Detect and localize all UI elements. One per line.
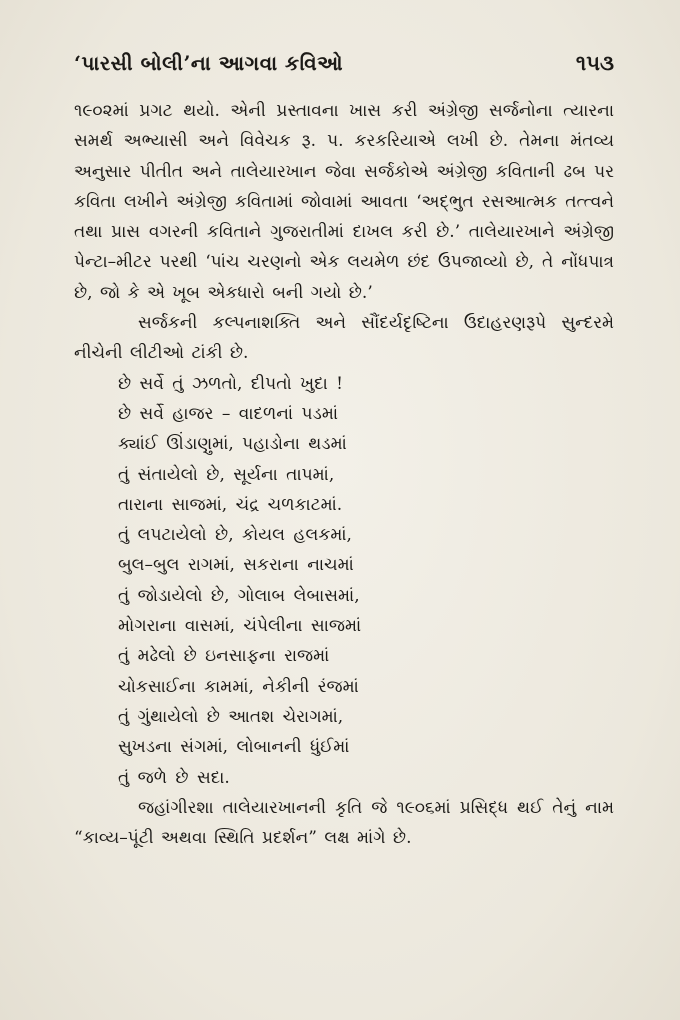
poem-line: ચોકસાઈના કામમાં, નેકીની રંજમાં xyxy=(118,676,359,697)
page-header xyxy=(74,46,614,80)
paragraph-2: સર્જકની કલ્પનાશક્તિ અને સૌંદર્યદૃષ્ટિના ઉદાહરણરૂપે સુન્દરમે નીચેની લીટીઓ ટાંકી છે. xyxy=(74,313,614,364)
poem-line: તું લપટાયેલો છે, કોયલ હલકમાં, xyxy=(118,525,352,546)
poem-line: છે સર્વે હાજર – વાદળનાં પડમાં xyxy=(118,403,339,424)
poem-line: તું જોડાયેલો છે, ગોલાબ લેબાસમાં, xyxy=(118,585,360,606)
poem-line: તું જળે છે સદા. xyxy=(118,767,230,788)
poem-line: બુલ–બુલ રાગમાં, સકરાના નાચમાં xyxy=(118,555,354,576)
poem-line: તારાના સાજમાં, ચંદ્ર ચળકાટમાં. xyxy=(118,494,343,515)
poem-line: સુખડના સંગમાં, લોબાનની ધુંઈમાં xyxy=(118,737,350,758)
poem-line: છે સર્વે તું ઝળતો, દીપતો ખુદા ! xyxy=(118,373,343,394)
poem-line: તું મઢેલો છે ઇનસાફના રાજમાં xyxy=(118,646,330,667)
closing-paragraph: જહાંગીરશા તાલેયારખાનની કૃતિ જે ૧૯૦૬માં પ્રસિદ્ધ થઈ તેનું નામ “કાવ્ય–પૂંટી અથવા સ્થિતિ પ્રદર્શન” લક્ષ માંગે છે. xyxy=(74,797,614,849)
poem-line: તું ગુંથાયેલો છે આતશ ચેરાગમાં, xyxy=(118,706,344,727)
body-text xyxy=(74,96,614,853)
poem-line: તું સંતાયેલો છે, સૂર્યના તાપમાં, xyxy=(118,464,335,485)
poem-line: મોગરાના વાસમાં, ચંપેલીના સાજમાં xyxy=(118,616,362,637)
poem-line: ક્યાંઈ ઊંડાણુમાં, પહાડોના થડમાં xyxy=(118,434,347,455)
running-title: ‘પારસી બોલી’ના આગવા કવિઓ xyxy=(74,51,344,75)
paragraph-1: ૧૯૦૨માં પ્રગટ થયો. એની પ્રસ્તાવના ખાસ કરી અંગ્રેજી સર્જનોના ત્યારના સમર્થ અભ્યાસી અને વિવેચક રૂ. પ. કરકરિયાએ લખી છે. તેમના મંતવ્ય અનુસાર પીતીત અને તાલેયારખાન જેવા સર્જકોએ અંગ્રેજી કવિતાની ઢબ પર કવિતા લખીને અંગ્રેજી કવિતામાં જોવામાં આવતા ‘અદ્ભુત રસઆત્મક તત્ત્વને તથા પ્રાસ વગરની કવિતાને ગુજરાતીમાં દાખલ કરી છે.’ તાલેયારખાને અંગ્રેજી પેન્ટા–મીટર પરથી ‘પાંચ ચરણનો એક લયમેળ છંદ ઉપજાવ્યો છે, તે નોંધપાત્ર છે, જો કે એ ખૂબ એકધારો બની ગયો છે.’ xyxy=(74,101,614,303)
page-number: ૧૫૩ xyxy=(575,50,614,75)
poem-quote xyxy=(74,369,614,793)
